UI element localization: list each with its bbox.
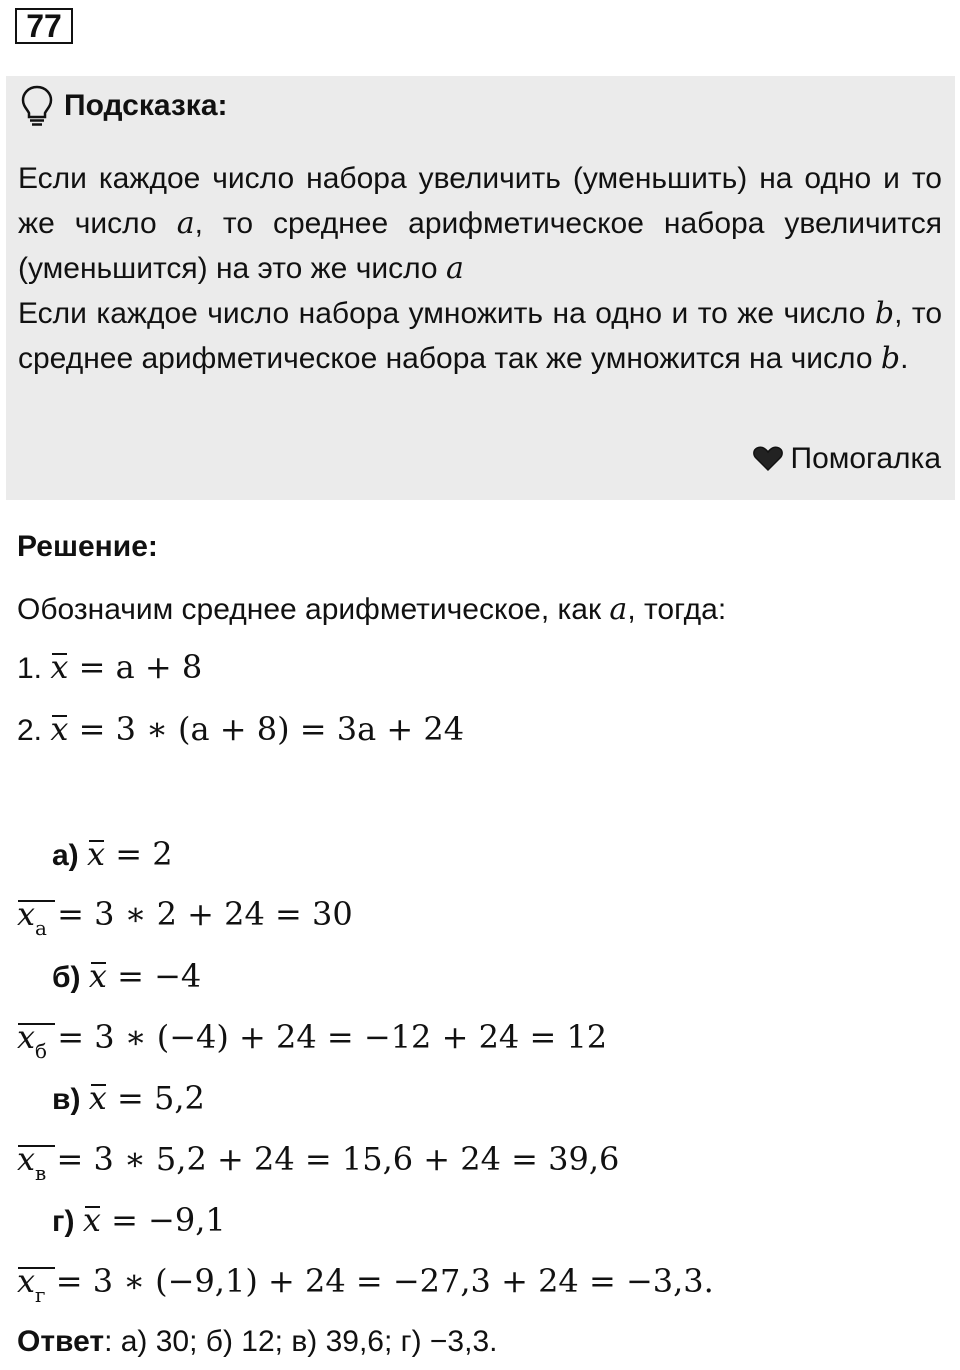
x-bar-symbol: x bbox=[17, 1262, 36, 1300]
hint-panel bbox=[6, 76, 955, 500]
task-number: 77 bbox=[15, 8, 73, 44]
part-d-calc: $x_г = 3$ ∗ (−9,1) + 24 = −27,3 + 24 = −3,3. bbox=[17, 1262, 714, 1307]
hint-title: Подсказка: bbox=[64, 89, 228, 122]
brand-name: Помогалка bbox=[790, 442, 941, 475]
part-a-given: а) x = 2 bbox=[52, 835, 173, 873]
part-b-calc: $x_б = 3$ ∗ (−4) + 24 = −12 + 24 = 12 bbox=[17, 1018, 608, 1063]
formula-1: 1. x = a + 8 bbox=[17, 648, 203, 686]
part-c-calc: $x_в = 3$ ∗ 5,2 + 24 = 15,6 + 24 = 39,6 bbox=[17, 1140, 620, 1185]
hint-paragraph-1: Если каждое число набора увеличить (уменьшить) на одно и то же число a, то среднее арифметическое набора увеличится (уменьшится) на это же число a bbox=[18, 162, 942, 286]
solution-title: Решение: bbox=[17, 530, 158, 563]
x-bar-symbol: x bbox=[87, 835, 106, 873]
x-bar-symbol: x bbox=[88, 957, 107, 995]
part-a-calc: $x_а = 3$ ∗ 2 + 24 = 30 bbox=[17, 895, 353, 940]
part-c-given: в) x = 5,2 bbox=[52, 1079, 205, 1117]
answer-line: Ответ: а) 30; б) 12; в) 39,6; г) −3,3. bbox=[17, 1325, 498, 1358]
x-bar-symbol: x bbox=[50, 648, 69, 686]
x-bar-symbol: x bbox=[17, 895, 36, 933]
hint-paragraph-2: Если каждое число набора умножить на одно и то же число b, то среднее арифметическое набора так же умножится на число b. bbox=[18, 296, 943, 376]
hint-header bbox=[20, 84, 228, 128]
part-d-given: г) x = −9,1 bbox=[52, 1201, 226, 1239]
formula-2: 2. x = 3 ∗ (a + 8) = 3a + 24 bbox=[17, 710, 465, 748]
lightbulb-icon bbox=[20, 84, 54, 128]
x-bar-symbol: x bbox=[88, 1079, 107, 1117]
heart-icon bbox=[753, 446, 783, 472]
part-b-given: б) x = −4 bbox=[52, 957, 202, 995]
x-bar-symbol: x bbox=[17, 1140, 36, 1178]
hint-text bbox=[18, 156, 942, 381]
x-bar-symbol: x bbox=[17, 1018, 36, 1056]
x-bar-symbol: x bbox=[50, 710, 69, 748]
x-bar-symbol: x bbox=[82, 1201, 101, 1239]
brand-credit bbox=[753, 442, 942, 476]
solution-intro: Обозначим среднее арифметическое, как a, тогда: bbox=[17, 592, 727, 627]
